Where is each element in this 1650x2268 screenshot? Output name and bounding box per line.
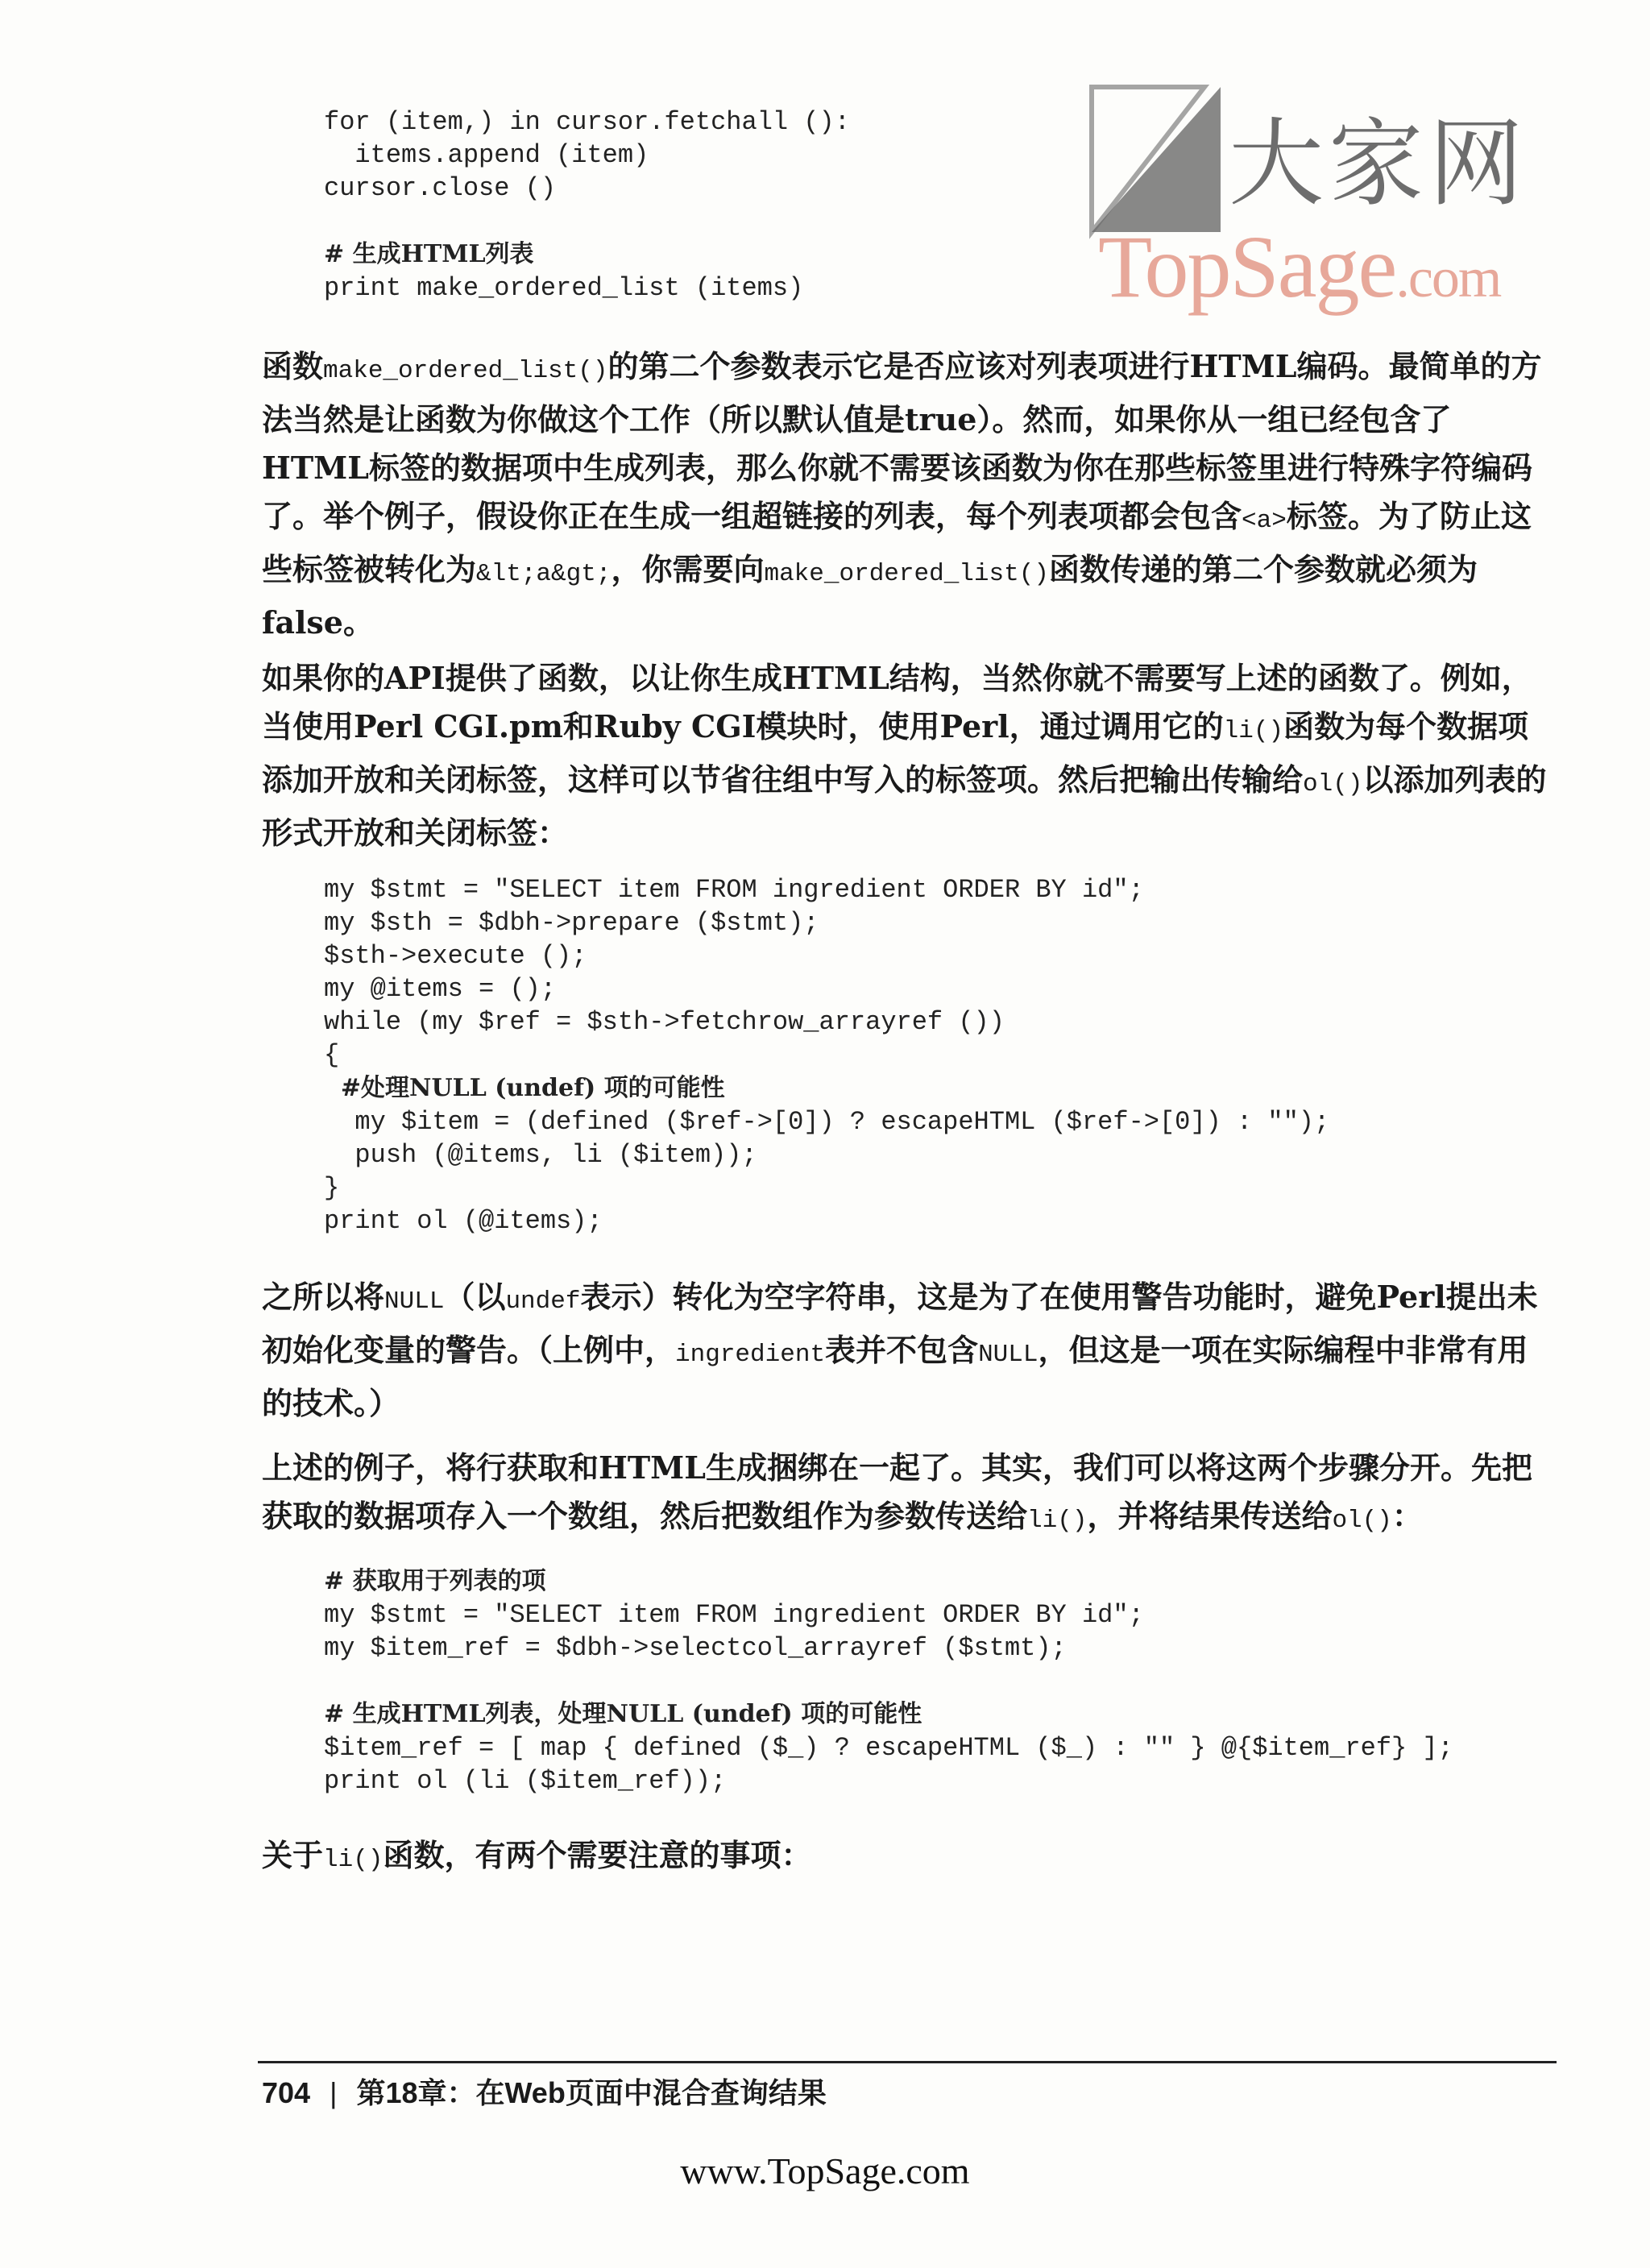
code-line: my $sth = $dbh->prepare ($stmt); [324, 908, 819, 938]
watermark-english-suffix: .com [1395, 247, 1501, 309]
paragraph-2 [262, 654, 1551, 857]
inline-code: NULL [384, 1287, 445, 1316]
paragraph-3 [262, 1273, 1551, 1428]
text: （以 [444, 1279, 506, 1315]
inline-code: make_ordered_list() [764, 560, 1049, 588]
inline-code: li() [323, 1846, 383, 1874]
inline-code: NULL [978, 1341, 1039, 1369]
code-block-2 [324, 873, 1329, 1238]
code-line: my $item_ref = $dbh->selectcol_arrayref ($stmt); [324, 1633, 1067, 1663]
inline-code: li() [1223, 717, 1284, 745]
code-line: print ol (li ($item_ref)); [324, 1766, 727, 1796]
inline-code: ol() [1332, 1507, 1392, 1535]
code-comment: # 生成HTML列表 [324, 240, 534, 268]
inline-code: ol() [1303, 770, 1363, 798]
code-comment: # 获取用于列表的项 [324, 1567, 546, 1595]
code-line: cursor.close () [324, 173, 557, 203]
code-line: my $stmt = "SELECT item FROM ingredient ORDER BY id"; [324, 1600, 1144, 1630]
footer-rule [258, 2061, 1557, 2063]
inline-code: li() [1027, 1507, 1088, 1535]
code-line: items.append (item) [324, 140, 649, 170]
code-line: push (@items, li ($item)); [324, 1140, 757, 1170]
code-comment: # 生成HTML列表，处理NULL (undef) 项的可能性 [324, 1700, 922, 1728]
footer-separator: | [330, 2076, 338, 2109]
watermark-english-name: TopSage [1098, 218, 1396, 316]
code-line: while (my $ref = $sth->fetchrow_arrayref ()) [324, 1007, 1005, 1037]
text: 标签。为了防止这些标签被转化为 [262, 498, 1532, 587]
text: ，但这是一项在实际编程中非常有用的技术。） [262, 1332, 1528, 1421]
code-line: my $item = (defined ($ref->[0]) ? escapeHTML ($ref->[0]) : ""); [324, 1107, 1330, 1137]
site-url: www.TopSage.com [680, 2150, 970, 2191]
code-line: print ol (@items); [324, 1206, 603, 1236]
code-line: $item_ref = [ map { defined ($_) ? escapeHTML ($_) : "" } @{$item_ref} ]; [324, 1733, 1453, 1763]
inline-code: undef [505, 1287, 581, 1316]
text: 函数为每个数据项添加开放和关闭标签，这样可以节省往组中写入的标签项。然后把输出传输给 [262, 708, 1529, 798]
watermark-chinese: 大家网 [1229, 108, 1529, 219]
code-line: { [324, 1040, 340, 1070]
paragraph-5 [262, 1831, 1551, 1884]
page-number: 704 [262, 2076, 311, 2109]
text: ，并将结果传送给 [1087, 1498, 1333, 1534]
text: ，你需要向 [611, 551, 765, 587]
text: 表并不包含 [825, 1332, 979, 1368]
code-block-1 [324, 106, 850, 305]
inline-code: ingredient [675, 1341, 826, 1369]
text: ： [1391, 1498, 1423, 1534]
topsage-watermark [1084, 71, 1551, 337]
code-line: $sth->execute (); [324, 941, 587, 971]
text: 关于 [262, 1837, 324, 1873]
text: 如果你的API提供了函数，以让你生成HTML结构，当然你就不需要写上述的函数了。例如，当使用Perl CGI.pm和Ruby CGI模块时，使用Perl，通过调用它的 [262, 660, 1532, 744]
text: 上述的例子，将行获取和HTML生成捆绑在一起了。其实，我们可以将这两个步骤分开。先把获取的数据项存入一个数组，然后把数组作为参数传送给 [262, 1449, 1532, 1534]
page-footer [262, 2071, 827, 2112]
code-line: for (item,) in cursor.fetchall (): [324, 107, 850, 137]
paragraph-1 [262, 342, 1551, 647]
code-block-3 [324, 1565, 1453, 1797]
inline-code: &lt;a&gt; [476, 560, 611, 588]
text: 以添加列表的形式开放和关闭标签： [262, 761, 1547, 851]
text: 函数 [262, 348, 324, 384]
inline-code: make_ordered_list() [323, 357, 608, 385]
text: 之所以将 [262, 1279, 385, 1315]
code-line: } [324, 1173, 340, 1203]
inline-code: <a> [1242, 507, 1287, 535]
text: 表示）转化为空字符串，这是为了在使用警告功能时，避免Perl提出未初始化变量的警告。（上例中， [262, 1279, 1538, 1368]
text: 的第二个参数表示它是否应该对列表项进行HTML编码。最简单的方法当然是让函数为你做这个工作（所以默认值是true）。然而，如果你从一组已经包含了HTML标签的数据项中生成列表，那么你就不需要该函数为你在那些标签里进行特殊字符编码了。举个例子，假设你正在生成一组超链接的列表，每个列表项都会包含 [262, 348, 1542, 534]
text: 函数，有两个需要注意的事项： [383, 1837, 812, 1873]
chapter-title: 第18章：在Web页面中混合查询结果 [356, 2076, 827, 2109]
code-comment: #处理NULL (undef) 项的可能性 [324, 1074, 725, 1102]
code-line: my $stmt = "SELECT item FROM ingredient ORDER BY id"; [324, 875, 1144, 905]
text: 函数传递的第二个参数就必须为false。 [262, 551, 1478, 641]
watermark-english [1098, 216, 1500, 318]
code-line: print make_ordered_list (items) [324, 273, 804, 303]
paragraph-4 [262, 1444, 1551, 1545]
code-line: my @items = (); [324, 974, 557, 1004]
